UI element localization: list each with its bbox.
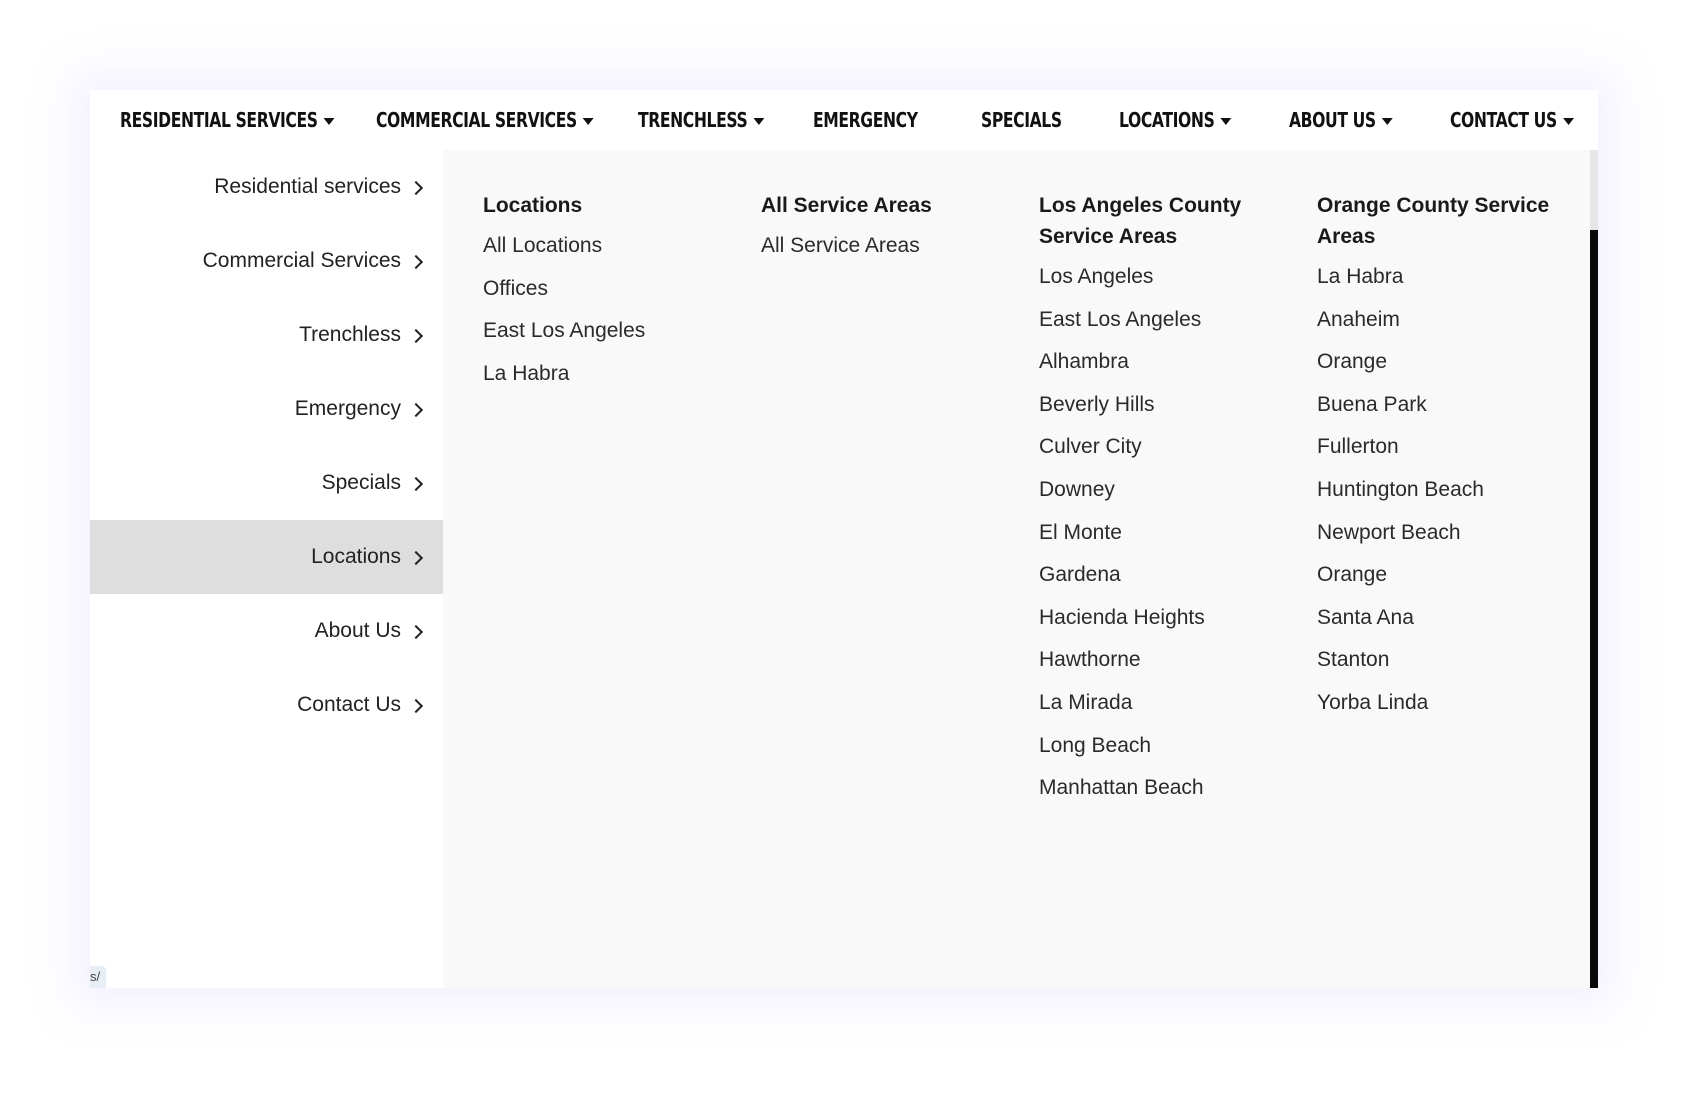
sidebar-item-label: Trenchless: [299, 323, 401, 346]
link-la-mirada[interactable]: La Mirada: [1039, 690, 1133, 714]
caret-down-icon: [1563, 118, 1574, 125]
caret-down-icon: [754, 118, 765, 125]
column-heading: Orange County Service Areas: [1317, 194, 1550, 248]
topnav-trenchless[interactable]: [638, 90, 765, 150]
topnav-label: CONTACT US: [1450, 108, 1557, 132]
column-heading: All Service Areas: [761, 194, 932, 217]
topnav-label: SPECIALS: [981, 108, 1062, 132]
link-fullerton[interactable]: Fullerton: [1317, 435, 1399, 459]
column-heading: Los Angeles County Service Areas: [1039, 194, 1242, 248]
link-east-los-angeles[interactable]: East Los Angeles: [1039, 307, 1202, 331]
column-heading: Locations: [483, 194, 583, 217]
sidebar-item-label: Locations: [311, 545, 401, 568]
caret-down-icon: [324, 118, 335, 125]
column-links: [483, 234, 733, 386]
chevron-right-icon: [409, 476, 423, 490]
link-all-locations[interactable]: All Locations: [483, 234, 603, 257]
link-downey[interactable]: Downey: [1039, 477, 1115, 501]
chevron-right-icon: [409, 550, 423, 564]
column-los-angeles-county: [1039, 190, 1279, 819]
top-navigation: [90, 90, 1598, 150]
topnav-emergency[interactable]: [813, 90, 918, 150]
column-links: [1039, 265, 1279, 800]
topnav-commercial-services[interactable]: [376, 90, 594, 150]
caret-down-icon: [1382, 118, 1393, 125]
link-beverly-hills[interactable]: Beverly Hills: [1039, 392, 1155, 416]
link-los-angeles[interactable]: Los Angeles: [1039, 265, 1154, 288]
column-orange-county: [1317, 190, 1567, 734]
topnav-about-us[interactable]: [1289, 90, 1393, 150]
topnav-label: EMERGENCY: [813, 108, 918, 132]
chevron-right-icon: [409, 698, 423, 712]
link-hacienda-heights[interactable]: Hacienda Heights: [1039, 605, 1205, 629]
link-long-beach[interactable]: Long Beach: [1039, 733, 1152, 757]
chevron-right-icon: [409, 328, 423, 342]
sidebar-item-about-us[interactable]: [90, 594, 443, 668]
sidebar-item-trenchless[interactable]: [90, 298, 443, 372]
link-orange[interactable]: Orange: [1317, 350, 1388, 374]
link-yorba-linda[interactable]: Yorba Linda: [1317, 690, 1429, 714]
column-locations: [483, 190, 733, 404]
sidebar-item-specials[interactable]: [90, 446, 443, 520]
sidebar-item-label: Emergency: [294, 397, 401, 420]
sidebar-item-label: Commercial Services: [202, 249, 401, 272]
topnav-label: LOCATIONS: [1119, 108, 1215, 132]
dropdown-sidebar: [90, 150, 443, 988]
link-culver-city[interactable]: Culver City: [1039, 435, 1142, 459]
topnav-specials[interactable]: [981, 90, 1062, 150]
chevron-right-icon: [409, 180, 423, 194]
chevron-right-icon: [409, 402, 423, 416]
sidebar-item-label: Specials: [321, 471, 401, 494]
link-offices[interactable]: Offices: [483, 276, 548, 300]
sidebar-item-residential-services[interactable]: [90, 150, 443, 224]
scrollbar-track[interactable]: [1590, 150, 1598, 230]
sidebar-item-label: About Us: [314, 619, 401, 642]
topnav-label: TRENCHLESS: [638, 108, 748, 132]
link-alhambra[interactable]: Alhambra: [1039, 350, 1129, 374]
sidebar-item-label: Contact Us: [297, 693, 401, 716]
link-stanton[interactable]: Stanton: [1317, 648, 1390, 672]
link-hawthorne[interactable]: Hawthorne: [1039, 648, 1141, 672]
dropdown-panel: [90, 150, 1590, 988]
sidebar-item-contact-us[interactable]: [90, 668, 443, 742]
sidebar-item-locations[interactable]: [90, 520, 443, 594]
link-anaheim[interactable]: Anaheim: [1317, 307, 1400, 331]
link-la-habra[interactable]: La Habra: [1317, 265, 1404, 288]
chevron-right-icon: [409, 254, 423, 268]
link-east-los-angeles[interactable]: East Los Angeles: [483, 319, 646, 343]
sidebar-item-emergency[interactable]: [90, 372, 443, 446]
link-gardena[interactable]: Gardena: [1039, 563, 1121, 587]
link-manhattan-beach[interactable]: Manhattan Beach: [1039, 776, 1204, 800]
topnav-label: ABOUT US: [1289, 108, 1376, 132]
status-url-tab: [90, 966, 106, 988]
topnav-label: RESIDENTIAL SERVICES: [120, 108, 318, 132]
topnav-label: COMMERCIAL SERVICES: [376, 108, 577, 132]
topnav-residential-services[interactable]: [120, 90, 335, 150]
caret-down-icon: [583, 118, 594, 125]
link-huntington-beach[interactable]: Huntington Beach: [1317, 477, 1484, 501]
status-url-text: s/: [90, 969, 101, 984]
link-all-service-areas[interactable]: All Service Areas: [761, 234, 920, 257]
chevron-right-icon: [409, 624, 423, 638]
link-santa-ana[interactable]: Santa Ana: [1317, 605, 1414, 629]
mega-menu-frame: [90, 90, 1598, 988]
sidebar-item-label: Residential services: [214, 175, 401, 198]
column-all-service-areas: [761, 190, 1011, 277]
link-buena-park[interactable]: Buena Park: [1317, 392, 1427, 416]
link-orange-2[interactable]: Orange: [1317, 563, 1388, 587]
topnav-locations[interactable]: [1119, 90, 1232, 150]
topnav-contact-us[interactable]: [1450, 90, 1574, 150]
column-links: [761, 234, 1011, 258]
sidebar-item-commercial-services[interactable]: [90, 224, 443, 298]
link-la-habra[interactable]: La Habra: [483, 361, 570, 385]
link-newport-beach[interactable]: Newport Beach: [1317, 520, 1461, 544]
page-edge-strip: [1590, 150, 1598, 988]
column-links: [1317, 265, 1567, 715]
caret-down-icon: [1221, 118, 1232, 125]
link-el-monte[interactable]: El Monte: [1039, 520, 1122, 544]
